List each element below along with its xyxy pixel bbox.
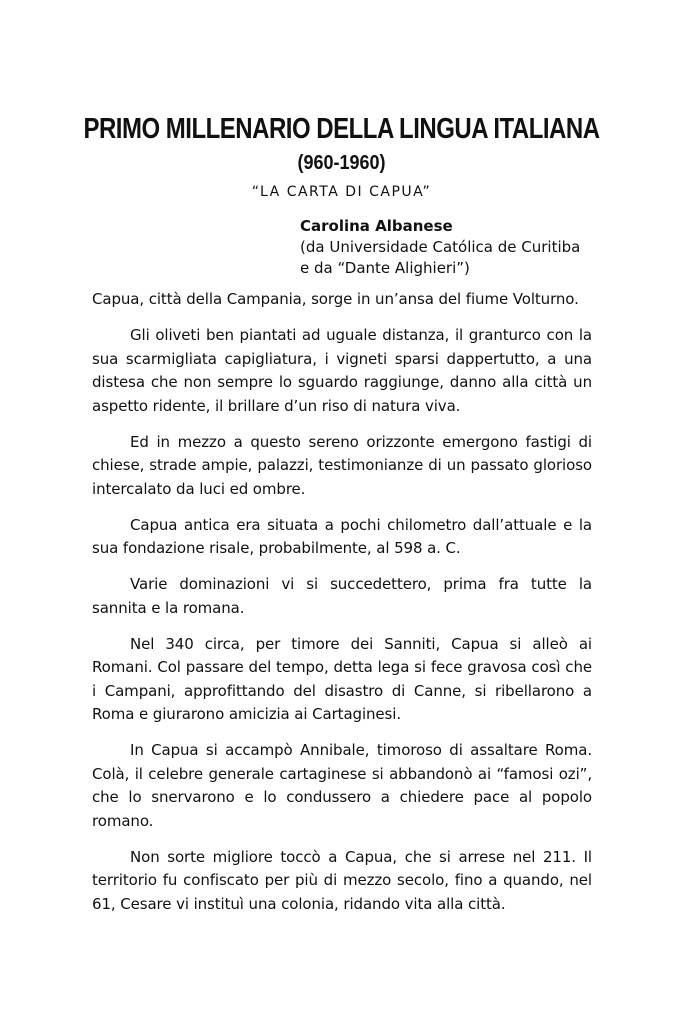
- author-block: [300, 216, 620, 279]
- article-subtitle: “LA CARTA DI CAPUA”: [251, 184, 432, 200]
- author-name: Carolina Albanese: [300, 217, 453, 235]
- paragraph: In Capua si accampò Annibale, timoroso di assaltare Roma. Colà, il celebre generale cartaginese si abbandonò ai “famosi ozi”, che lo snervarono e lo condussero a chiedere pace al popolo romano.: [92, 741, 592, 830]
- paragraph: Nel 340 circa, per timore dei Sanniti, Capua si alleò ai Romani. Col passare del tempo, detta lega si fece gravosa così che i Campani, approfittando del disastro di Canne, si ribellarono a Roma e giurarono amicizia ai Cartaginesi.: [92, 634, 592, 723]
- page-title: PRIMO MILLENARIO DELLA LINGUA ITALIANA: [83, 113, 600, 145]
- author-affiliation-line-1: (da Universidade Católica de Curitiba: [300, 238, 581, 256]
- paragraph: Capua, città della Campania, sorge in un’ansa del fiume Volturno.: [92, 290, 579, 308]
- paragraph: Gli oliveti ben piantati ad uguale distanza, il granturco con la sua scarmigliata capigliatura, i vigneti sparsi dappertutto, a una distesa che non sempre lo sguardo raggiunge, danno alla città un aspetto ridente, il brillare d’un riso di natura viva.: [92, 326, 592, 415]
- paragraph: Capua antica era situata a pochi chilometro dall’attuale e la sua fondazione risale, probabilmente, al 598 a. C.: [92, 515, 592, 557]
- author-affiliation-line-2: e da “Dante Alighieri”): [300, 259, 470, 277]
- title-years: (960-1960): [297, 151, 386, 174]
- article-body: [92, 288, 592, 929]
- paragraph: Non sorte migliore toccò a Capua, che si arrese nel 211. Il territorio fu confiscato per più di mezzo secolo, fino a quando, nel 61, Cesare vi instituì una colonia, ridando vita alla città.: [92, 847, 592, 913]
- paragraph: Varie dominazioni vi si succedettero, prima fra tutte la sannita e la romana.: [92, 575, 592, 617]
- paragraph: Ed in mezzo a questo sereno orizzonte emergono fastigi di chiese, strade ampie, palazzi, testimonianze di un passato glorioso intercalato da luci ed ombre.: [92, 432, 592, 498]
